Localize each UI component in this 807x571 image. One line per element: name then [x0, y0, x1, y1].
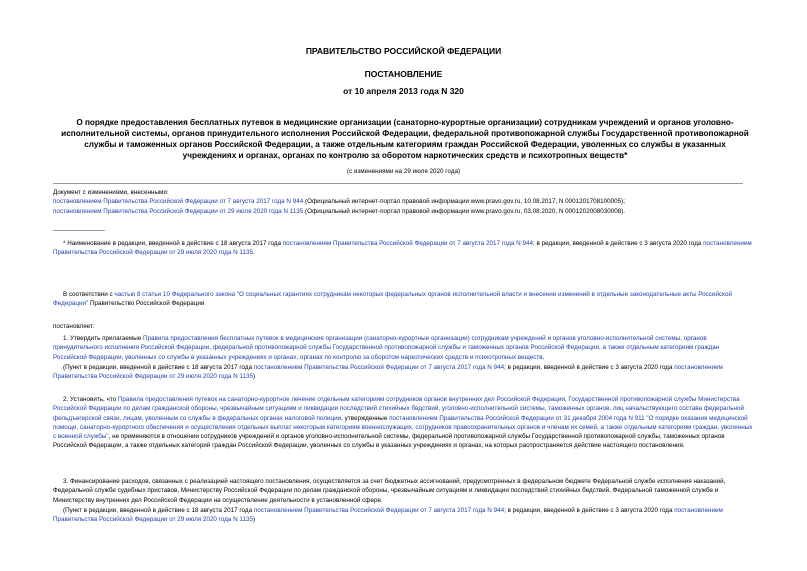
- text-run: ; в редакции, введенной в действие с 3 августа 2020 года: [504, 364, 675, 371]
- changes-block: [53, 183, 743, 216]
- footnote: [53, 239, 753, 258]
- text-run: 1. Утвердить прилагаемые: [63, 335, 143, 342]
- paragraph-3: 3. Финансирование расходов, связанных с реализацией настоящего постановления, осуществляется за счет бюджетных ассигнований, предусмотренных в федеральном бюджете Федеральной службе исполнения наказаний, Федеральной службе судебных приставов, Министерству Российской Федерации по делам гражданской обороны, чрезвычайным ситуациям и ликвидации последствий стихийных бедствий, Федеральной таможенной службе и Министерству внутренних дел Российской Федерации на осуществление деятельности в установленной сфере.: [53, 478, 726, 504]
- text-run: Правительство Российской Федерации: [88, 300, 205, 308]
- change-item: [53, 197, 743, 206]
- text-run: , утвержденные: [341, 414, 390, 422]
- footnote-separator: [53, 230, 105, 231]
- amendment-link[interactable]: постановлением Правительства Российской Федерации от 29 июля 2020 года N 1135: [53, 364, 723, 381]
- text-run: * Наименование в редакции, введенной в действие с 18 августа 2017 года: [63, 240, 283, 247]
- text-run: (Пункт в редакции, введенной в действие с 18 августа 2017 года: [63, 364, 254, 371]
- text-run: ): [252, 373, 256, 381]
- rules-link[interactable]: Правила предоставления бесплатных путевок в медицинские организации (санаторно-курортные организации) сотрудникам учреждений и органов уголовно-исполнительной системы, органов принудительного исполнения Российской Федерации, федеральной противопожарной службы Государственной противопожарной службы и таможенных органов Российской Федерации, а также отдельным категориям граждан Российской Федерации, уволенных со службы в указанных учреждениях и органах, органах по контролю за оборотом наркотических средств и психотропных веществ: [53, 335, 720, 361]
- resolves-label: постановляет:: [53, 323, 95, 330]
- document-type: ПОСТАНОВЛЕНИЕ: [364, 69, 443, 79]
- text-run: .: [542, 353, 545, 361]
- text-run: .: [252, 249, 255, 257]
- footnote-link[interactable]: постановлением Правительства Российской Федерации от 7 августа 2017 года N 944: [282, 240, 533, 247]
- text-run: ; в редакции, введенной в действие с 3 августа 2020 года: [504, 507, 675, 514]
- amendment-link[interactable]: постановлением Правительства Российской Федерации от 29 июля 2020 года N 1135: [53, 507, 723, 524]
- document-title: О порядке предоставления бесплатных путевок в медицинские организации (санаторно-курортные организации) сотрудникам учреждений и органов уголовно-исполнительной системы, органов принудительного исполнения Российской Федерации, федеральной противопожарной службы Государственной противопожарной службы и таможенных органов Российской Федерации, а также отдельным категориям граждан Российской Федерации, уволенных со службы в указанных учреждениях и органах, органах по контролю за оборотом наркотических средств и психотропных веществ*: [61, 118, 749, 160]
- footnote-link[interactable]: постановлением Правительства Российской Федерации от 29 июля 2020 года N 1135: [53, 240, 752, 257]
- government-heading: ПРАВИТЕЛЬСТВО РОССИЙСКОЙ ФЕДЕРАЦИИ: [305, 46, 502, 56]
- document-date-number: от 10 апреля 2013 года N 320: [343, 86, 464, 96]
- text-run: ): [252, 516, 256, 524]
- changes-heading: Документ с изменениями, внесенными:: [53, 189, 169, 196]
- law-link[interactable]: частью 8 статьи 10 Федерального закона "О социальных гарантиях сотрудникам некоторых федеральных органов исполнительной власти и внесении изменений в отдельные законодательные акты Российской Федерации": [53, 291, 732, 308]
- text-run: В соответствии с: [63, 291, 115, 298]
- change-item: [53, 207, 743, 216]
- change-link[interactable]: постановлением Правительства Российской Федерации от 29 июля 2020 года N 1135: [53, 207, 304, 215]
- change-source: (Официальный интернет-портал правовой информации www.pravo.gov.ru, 03.08.2020, N 0001202008030008).: [303, 207, 626, 215]
- rules-link[interactable]: Правила предоставления путевок на санаторно-курортное лечение отдельным категориям сотрудников органов внутренних дел Российской Федерации, Государственной противопожарной службы Министерства Российской Федерации по делам гражданской обороны, чрезвычайным ситуациям и ликвидации последствий стихийных бедствий, уголовно-исполнительной системы, таможенных органов, лиц начальствующего состава федеральной фельдъегерской связи, лицам, уволенным со службы в федеральных органах налоговой полиции: [53, 396, 744, 422]
- change-link[interactable]: постановлением Правительства Российской Федерации от 7 августа 2017 года N 944: [53, 198, 304, 206]
- edition-note: (с изменениями на 29 июля 2020 года): [346, 168, 461, 175]
- paragraph-1: [53, 334, 753, 362]
- change-source: (Официальный интернет-портал правовой информации www.pravo.gov.ru, 10.08.2017, N 0001201708100005);: [303, 198, 626, 206]
- text-run: (Пункт в редакции, введенной в действие с 18 августа 2017 года: [63, 507, 254, 514]
- paragraph-2: [53, 395, 753, 451]
- text-run: , не применяются в отношении сотрудников учреждений и органов уголовно-исполнительной системы, федеральной противопожарной службы Государственной противопожарной службы, таможенных органов Российской Федерации, а также отдельных категорий граждан Российской Федерации, уволенных со службы в указанных учреждениях и органах, на которых распространяется действие настоящего постановления.: [53, 433, 725, 450]
- preamble: [53, 290, 753, 309]
- amendment-link[interactable]: постановлением Правительства Российской Федерации от 7 августа 2017 года N 944: [253, 507, 505, 514]
- text-run: ; в редакции, введенной в действие с 3 августа 2020 года: [532, 240, 704, 247]
- text-run: 2. Установить, что: [63, 396, 118, 403]
- amendment-link[interactable]: постановлением Правительства Российской Федерации от 7 августа 2017 года N 944: [253, 364, 505, 371]
- decree-link[interactable]: постановлением Правительства Российской Федерации от 31 декабря 2004 года N 911 "О порядке оказания медицинской помощи, санаторно-курортного обеспечения и осуществления отдельных выплат некоторым категориям военнослужащих, сотрудников правоохранительных органов и членам их семей, а также отдельным категориям граждан, уволенных с военной службы": [53, 414, 753, 441]
- paragraph-3-note: [53, 506, 753, 525]
- paragraph-1-note: [53, 363, 753, 382]
